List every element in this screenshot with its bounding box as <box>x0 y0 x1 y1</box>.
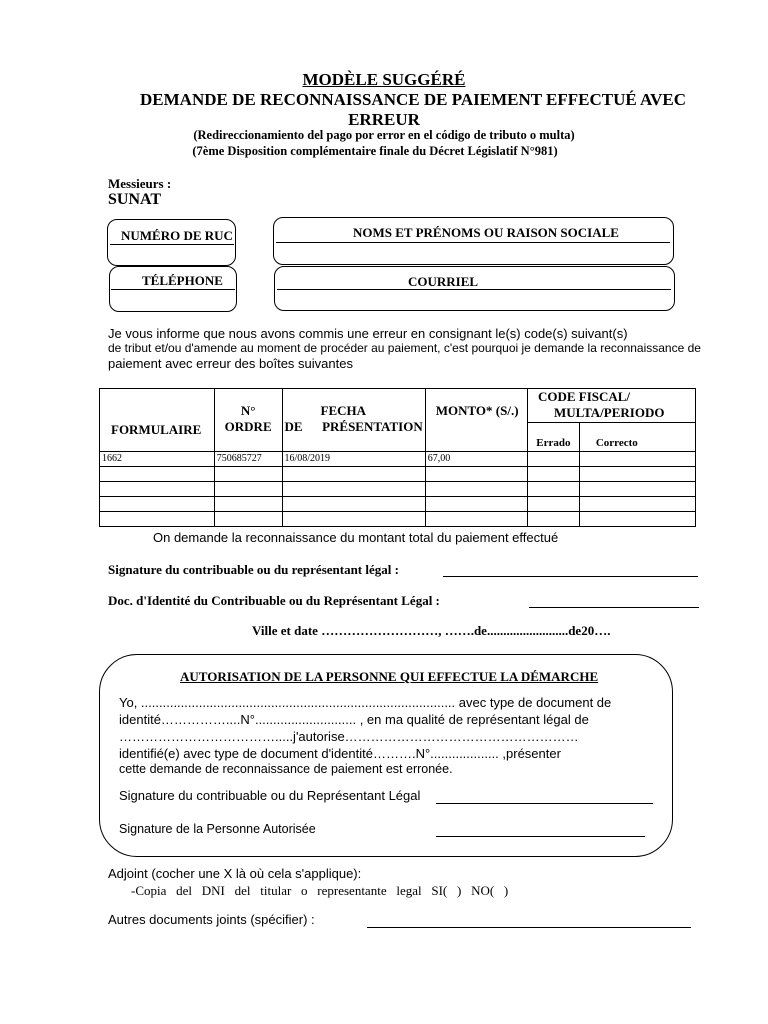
recipient-name: SUNAT <box>108 191 162 208</box>
table-cell[interactable] <box>579 512 695 527</box>
table-cell[interactable] <box>214 482 282 497</box>
email-divider <box>277 289 671 290</box>
table-cell[interactable]: 1662 <box>100 452 215 467</box>
header-no-ordre: N° ORDRE <box>214 389 282 452</box>
table-cell[interactable] <box>214 512 282 527</box>
header-code-fiscal: CODE FISCAL/ MULTA/PERIODO <box>527 389 695 423</box>
table-cell[interactable] <box>527 482 579 497</box>
table-cell[interactable] <box>425 482 527 497</box>
other-docs-label: Autres documents joints (spécifier) : <box>108 912 315 927</box>
header-fecha: FECHA DE PRÉSENTATION <box>282 389 425 452</box>
copy-dni-line: -Copia del DNI del titular o representante legal SI( ) NO( ) <box>131 883 509 898</box>
name-label: NOMS ET PRÉNOMS OU RAISON SOCIALE <box>353 225 619 240</box>
intro-line-1: Je vous informe que nous avons commis une erreur en consignant le(s) code(s) suivant(s) <box>108 326 628 341</box>
table-cell[interactable] <box>100 497 215 512</box>
table-cell[interactable] <box>579 467 695 482</box>
doc-id-label: Doc. d'Identité du Contribuable ou du Représentant Légal : <box>108 593 440 608</box>
table-cell[interactable] <box>425 512 527 527</box>
authorization-line-1: Yo, ....................................................................................... avec type de document de <box>119 695 612 710</box>
attachments-label: Adjoint (cocher une X là où cela s'applique): <box>108 866 362 881</box>
table-cell[interactable] <box>282 467 425 482</box>
name-divider <box>276 242 670 243</box>
header-monto: MONTO* (S/.) <box>425 389 527 452</box>
table-cell[interactable] <box>527 497 579 512</box>
table-cell[interactable] <box>100 482 215 497</box>
table-cell[interactable] <box>579 497 695 512</box>
table-row <box>100 482 696 497</box>
authorization-line-4: identifié(e) avec type de document d'identité……….N°................... ,présenter <box>119 746 561 761</box>
payment-table <box>99 388 696 527</box>
table-cell[interactable] <box>527 512 579 527</box>
city-date: Ville et date ………………………, …….de.........................de20…. <box>252 623 611 638</box>
header-formulaire: FORMULAIRE <box>100 389 215 452</box>
document-title: DEMANDE DE RECONNAISSANCE DE PAIEMENT EFFECTUÉ AVEC <box>140 90 686 109</box>
table-cell[interactable] <box>282 482 425 497</box>
sig-contrib-label: Signature du contribuable ou du Représentant Légal <box>119 788 421 803</box>
subtitle-1: (Redireccionamiento del pago por error en el código de tributo o multa) <box>193 128 575 142</box>
ruc-label: NUMÉRO DE RUC <box>121 228 233 243</box>
header-correcto: Correcto <box>579 423 695 452</box>
table-cell[interactable] <box>425 467 527 482</box>
intro-line-2: de tribut et/ou d'amende au moment de procéder au paiement, c'est pourquoi je demande la reconnaissance de <box>108 341 701 355</box>
table-cell[interactable] <box>425 497 527 512</box>
total-note: On demande la reconnaissance du montant total du paiement effectué <box>153 530 559 545</box>
ruc-divider <box>110 244 234 245</box>
table-cell[interactable] <box>579 482 695 497</box>
table-cell[interactable] <box>214 467 282 482</box>
phone-divider <box>111 289 235 290</box>
authorization-line-2: identité……………....N°............................ , en ma qualité de représentant légal de <box>119 712 589 727</box>
signature-label: Signature du contribuable ou du représentant légal : <box>108 562 399 577</box>
table-cell[interactable] <box>282 512 425 527</box>
table-cell[interactable]: 67,00 <box>425 452 527 467</box>
subtitle-2: (7ème Disposition complémentaire finale du Décret Législatif N°981) <box>192 144 558 158</box>
table-cell[interactable] <box>100 512 215 527</box>
sig-authorized-label: Signature de la Personne Autorisée <box>119 822 316 836</box>
model-title: MODÈLE SUGGÉRÉ <box>302 70 466 89</box>
header-errado: Errado <box>527 423 579 452</box>
email-label: COURRIEL <box>408 274 479 289</box>
other-docs-field[interactable] <box>367 927 691 928</box>
table-cell[interactable] <box>282 497 425 512</box>
table-row <box>100 452 696 467</box>
signature-field[interactable] <box>443 576 698 577</box>
table-cell[interactable] <box>100 467 215 482</box>
table-row <box>100 467 696 482</box>
table-row <box>100 512 696 527</box>
authorization-line-5: cette demande de reconnaissance de paiement est erronée. <box>119 762 453 776</box>
sig-authorized-field[interactable] <box>436 836 645 837</box>
authorization-title: AUTORISATION DE LA PERSONNE QUI EFFECTUE LA DÉMARCHE <box>180 669 599 684</box>
table-cell[interactable]: 16/08/2019 <box>282 452 425 467</box>
document-title-line2: ERREUR <box>348 110 420 129</box>
table-row <box>100 497 696 512</box>
phone-label: TÉLÉPHONE <box>142 273 223 288</box>
table-cell[interactable] <box>579 452 695 467</box>
intro-line-3: paiement avec erreur des boîtes suivantes <box>108 356 353 371</box>
table-cell[interactable] <box>527 452 579 467</box>
table-cell[interactable] <box>214 497 282 512</box>
doc-id-field[interactable] <box>529 607 699 608</box>
salutation: Messieurs : <box>108 176 172 191</box>
authorization-line-3: ……………………………….....j'autorise……………………………………………… <box>119 729 579 744</box>
table-cell[interactable] <box>527 467 579 482</box>
sig-contrib-field[interactable] <box>436 803 653 804</box>
table-cell[interactable]: 750685727 <box>214 452 282 467</box>
